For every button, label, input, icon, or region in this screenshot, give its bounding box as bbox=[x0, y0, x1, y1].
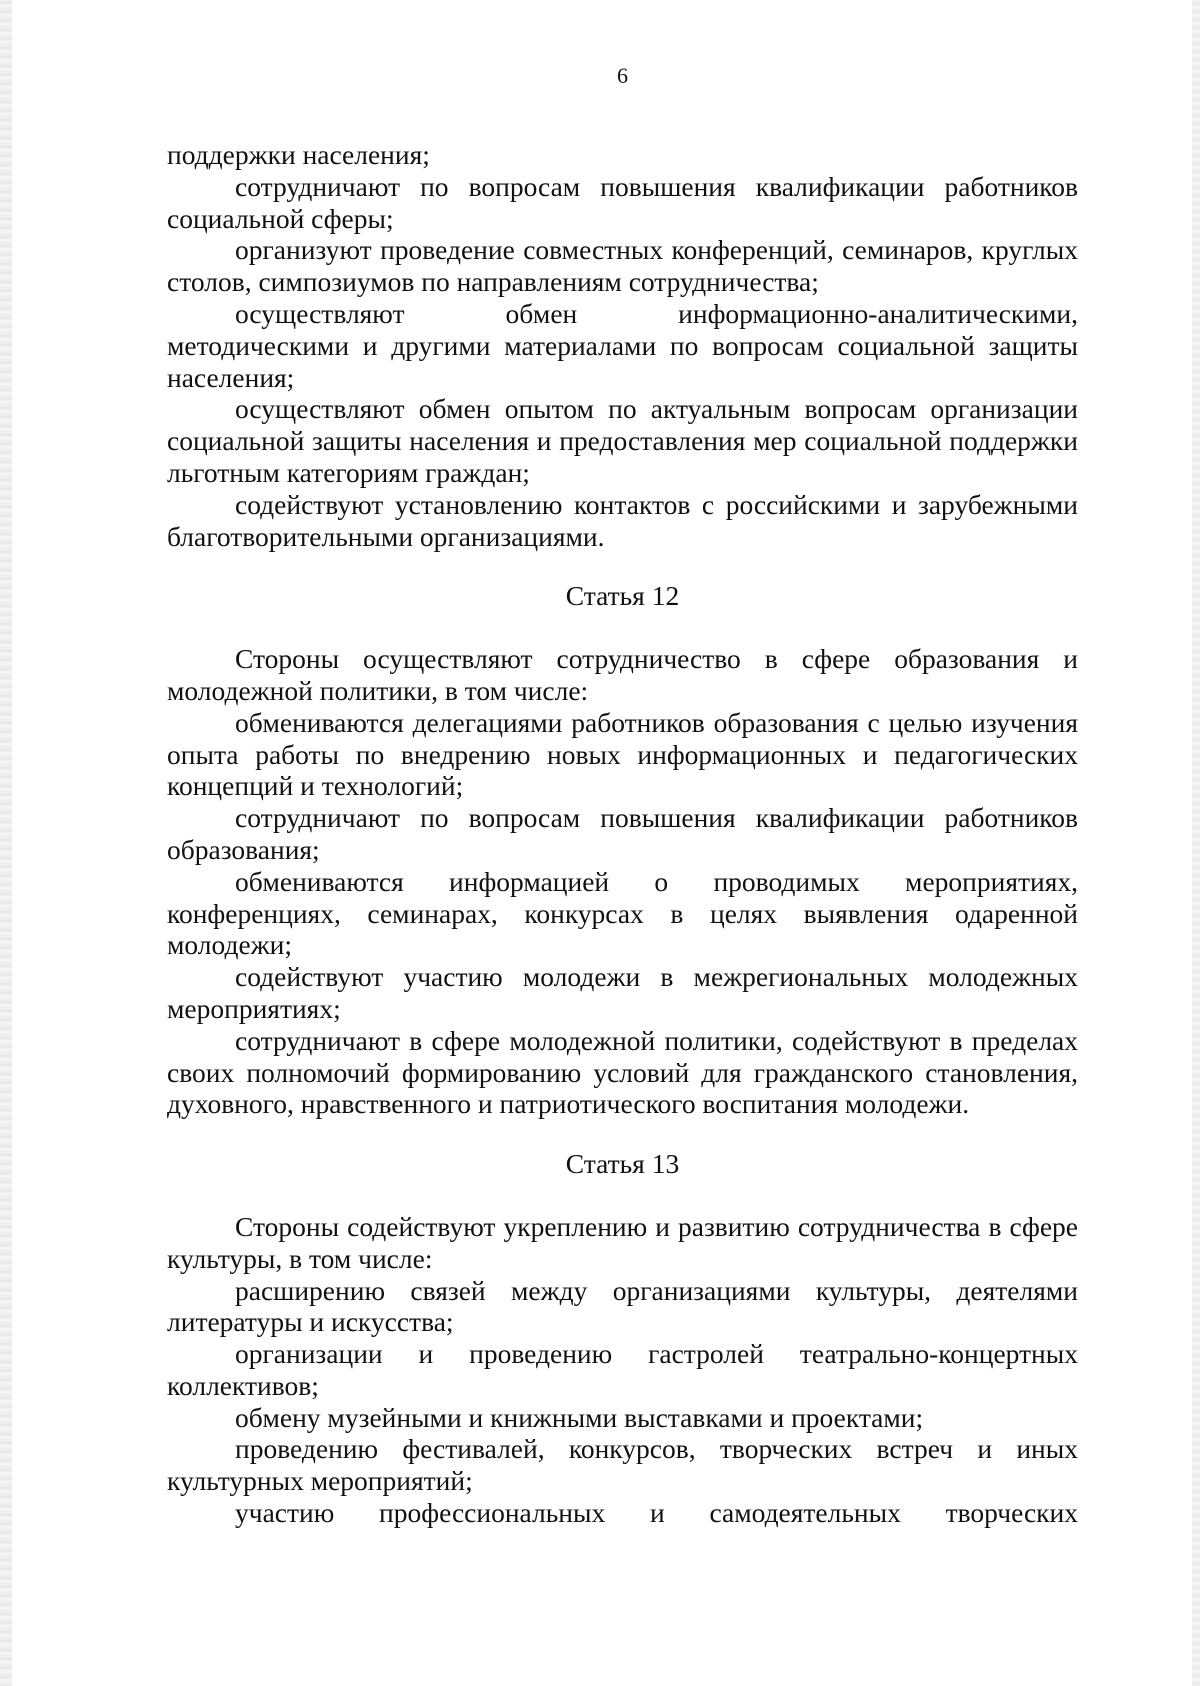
paragraph: обмениваются делегациями работников образования с целью изучения опыта работы по внедрению новых информационных и педагогических концепций и технологий; bbox=[167, 706, 1078, 802]
paragraph: содействуют участию молодежи в межрегиональных молодежных мероприятиях; bbox=[167, 961, 1078, 1024]
paragraph: поддержки населения; bbox=[167, 139, 430, 170]
paragraph: осуществляют обмен информационно-аналитическими, методическими и другими материалами по вопросам социальной защиты населения; bbox=[167, 297, 1078, 393]
paragraph: Стороны содействуют укреплению и развитию сотрудничества в сфере культуры, в том числе: bbox=[167, 1210, 1078, 1274]
paragraph: участию профессиональных и самодеятельных творческих bbox=[235, 1497, 1078, 1529]
document-body bbox=[167, 139, 1078, 1529]
paragraph: организуют проведение совместных конференций, семинаров, круглых столов, симпозиумов по направлениям сотрудничества; bbox=[167, 234, 1078, 298]
article-heading: Статья 13 bbox=[565, 1148, 680, 1180]
article-heading: Статья 12 bbox=[565, 580, 680, 612]
paragraph: Стороны осуществляют сотрудничество в сфере образования и молодежной политики, в том числе: bbox=[167, 643, 1078, 706]
paragraph: расширению связей между организациями культуры, деятелями литературы и искусства; bbox=[167, 1274, 1078, 1338]
paragraph: проведению фестивалей, конкурсов, творческих встреч и иных культурных мероприятий; bbox=[167, 1433, 1078, 1497]
scan-edge-right bbox=[1192, 0, 1200, 1686]
page-number: 6 bbox=[617, 63, 628, 88]
scan-edge-left bbox=[0, 0, 12, 1686]
paragraph: организации и проведению гастролей театрально-концертных коллективов; bbox=[167, 1338, 1078, 1401]
paragraph: обмену музейными и книжными выставками и проектами; bbox=[235, 1401, 924, 1433]
paragraph: осуществляют обмен опытом по актуальным вопросам организации социальной защиты населения и предоставления мер социальной поддержки льготным категориям граждан; bbox=[167, 393, 1078, 488]
paragraph: обмениваются информацией о проводимых мероприятиях, конференциях, семинарах, конкурсах в целях выявления одаренной молодежи; bbox=[167, 865, 1078, 961]
paragraph: сотрудничают в сфере молодежной политики, содействуют в пределах своих полномочий формированию условий для гражданского становления, духовного, нравственного и патриотического воспитания молодежи. bbox=[167, 1024, 1078, 1120]
paragraph: сотрудничают по вопросам повышения квалификации работников социальной сферы; bbox=[167, 170, 1078, 234]
paragraph: сотрудничают по вопросам повышения квалификации работников образования; bbox=[167, 802, 1078, 865]
paragraph: содействуют установлению контактов с российскими и зарубежными благотворительными организациями. bbox=[167, 488, 1078, 552]
